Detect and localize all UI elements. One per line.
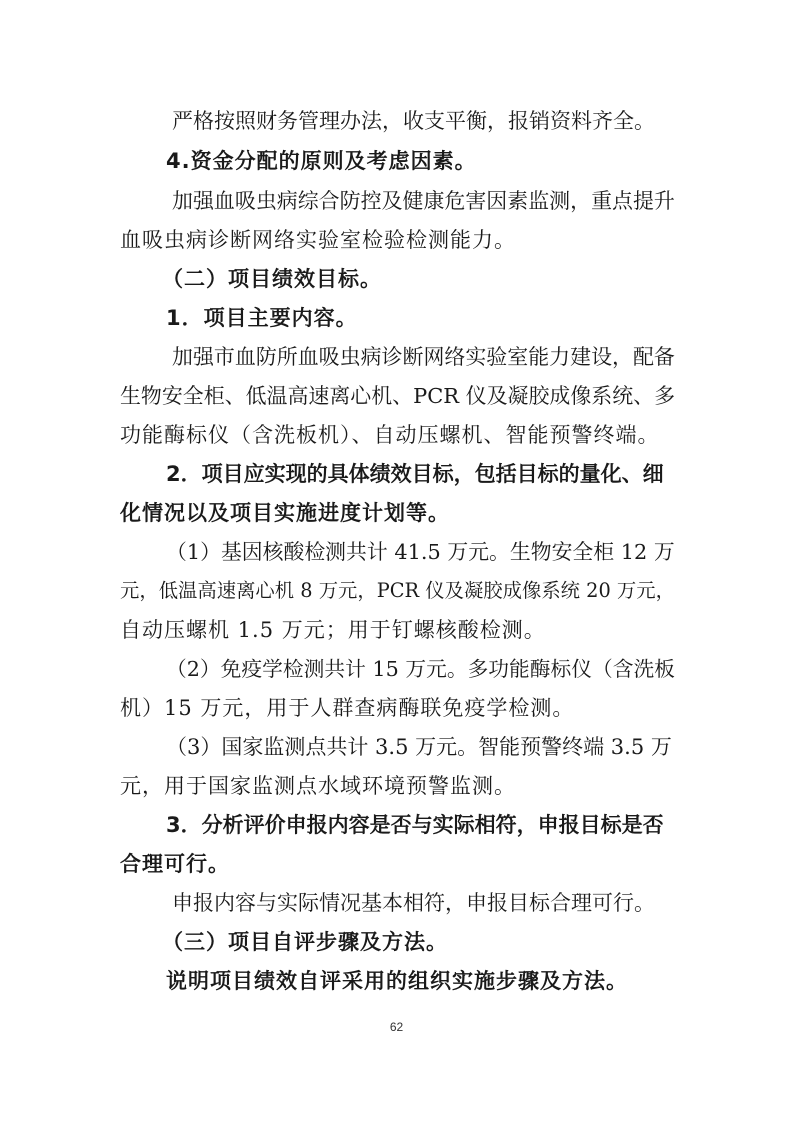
paragraph-line: （3）国家监测点共计 3.5 万元。智能预警终端 3.5 万 — [166, 735, 672, 759]
paragraph-line: 功能酶标仪（含洗板机）、自动压螺机、智能预警终端。 — [120, 423, 660, 447]
section-heading: 化情况以及项目实施进度计划等。 — [120, 501, 450, 525]
paragraph-line: 血吸虫病诊断网络实验室检验检测能力。 — [120, 228, 516, 252]
paragraph-line: 严格按照财务管理办法，收支平衡，报销资料齐全。 — [172, 109, 655, 133]
paragraph-line: 机）15 万元，用于人群查病酶联免疫学检测。 — [120, 696, 575, 720]
paragraph-line: 元，用于国家监测点水域环境预警监测。 — [120, 774, 516, 798]
paragraph-line: （2）免疫学检测共计 15 万元。多功能酶标仪（含洗板 — [166, 657, 675, 681]
paragraph-line: 加强血吸虫病综合防控及健康危害因素监测，重点提升 — [172, 189, 675, 213]
section-heading: 3．分析评价申报内容是否与实际相符，申报目标是否 — [166, 813, 664, 837]
section-heading: 4.资金分配的原则及考虑因素。 — [166, 149, 477, 173]
section-heading: 说明项目绩效自评采用的组织实施步骤及方法。 — [166, 969, 628, 993]
page-number: 62 — [389, 1020, 404, 1034]
section-heading: 合理可行。 — [120, 852, 230, 876]
section-heading: 2．项目应实现的具体绩效目标，包括目标的量化、细 — [166, 462, 664, 486]
paragraph-line: 申报内容与实际情况基本相符，申报目标合理可行。 — [172, 891, 655, 915]
section-heading: 1．项目主要内容。 — [166, 306, 358, 330]
section-heading: （二）项目绩效目标。 — [162, 267, 382, 291]
paragraph-line: （1）基因核酸检测共计 41.5 万元。生物安全柜 12 万 — [166, 540, 675, 564]
section-heading: （三）项目自评步骤及方法。 — [162, 930, 448, 954]
paragraph-line: 生物安全柜、低温高速离心机、PCR 仪及凝胶成像系统、多 — [120, 384, 676, 408]
paragraph-line: 元，低温高速离心机 8 万元，PCR 仪及凝胶成像系统 20 万元， — [120, 579, 675, 602]
paragraph-line: 加强市血防所血吸虫病诊断网络实验室能力建设，配备 — [172, 345, 675, 369]
paragraph-line: 自动压螺机 1.5 万元；用于钉螺核酸检测。 — [120, 618, 546, 642]
